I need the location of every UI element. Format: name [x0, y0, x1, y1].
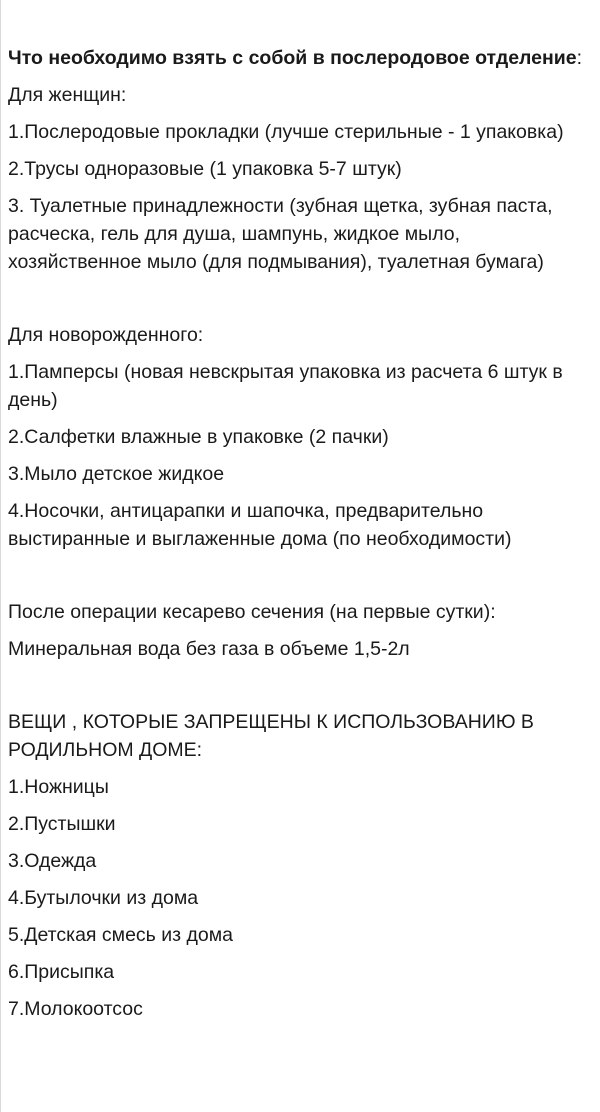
list-item: 5.Детская смесь из дома	[8, 924, 233, 946]
title-colon: :	[576, 47, 583, 69]
women-section	[8, 81, 592, 276]
left-border	[0, 0, 1, 1112]
list-item: 1.Послеродовые прокладки (лучше стерильные - 1 упаковка)	[8, 121, 564, 143]
list-item: 1.Памперсы (новая невскрытая упаковка из расчета 6 штук в день)	[8, 361, 563, 411]
document-title	[8, 44, 592, 72]
section-spacer	[8, 672, 592, 708]
list-item: 3.Одежда	[8, 850, 97, 872]
cesarean-heading: После операции кесарево сечения (на первые сутки):	[8, 601, 496, 623]
section-spacer	[8, 285, 592, 321]
forbidden-section	[8, 708, 592, 1023]
list-item: 3. Туалетные принадлежности (зубная щетка, зубная паста, расческа, гель для душа, шампунь, жидкое мыло, хозяйственное мыло (для подмывания), туалетная бумага)	[8, 195, 553, 273]
list-item: Минеральная вода без газа в объеме 1,5-2л	[8, 638, 410, 660]
list-item: 2.Трусы одноразовые (1 упаковка 5-7 штук)	[8, 158, 402, 180]
list-item: 2.Пустышки	[8, 813, 116, 835]
list-item: 2.Салфетки влажные в упаковке (2 пачки)	[8, 426, 389, 448]
list-item: 1.Ножницы	[8, 776, 109, 798]
list-item: 4.Носочки, антицарапки и шапочка, предварительно выстиранные и выглаженные дома (по необходимости)	[8, 500, 512, 550]
list-item: 4.Бутылочки из дома	[8, 887, 199, 909]
document-body	[8, 44, 592, 1032]
list-item: 6.Присыпка	[8, 961, 115, 983]
list-item: 7.Молокоотсос	[8, 998, 143, 1020]
newborn-heading: Для новорожденного:	[8, 324, 204, 346]
list-item: 3.Мыло детское жидкое	[8, 463, 225, 485]
women-heading: Для женщин:	[8, 84, 127, 106]
title-text: Что необходимо взять с собой в послеродовое отделение	[8, 47, 577, 69]
cesarean-section	[8, 598, 592, 663]
newborn-section	[8, 321, 592, 553]
section-spacer	[8, 562, 592, 598]
forbidden-heading: ВЕЩИ , КОТОРЫЕ ЗАПРЕЩЕНЫ К ИСПОЛЬЗОВАНИЮ В РОДИЛЬНОМ ДОМЕ:	[8, 711, 534, 761]
